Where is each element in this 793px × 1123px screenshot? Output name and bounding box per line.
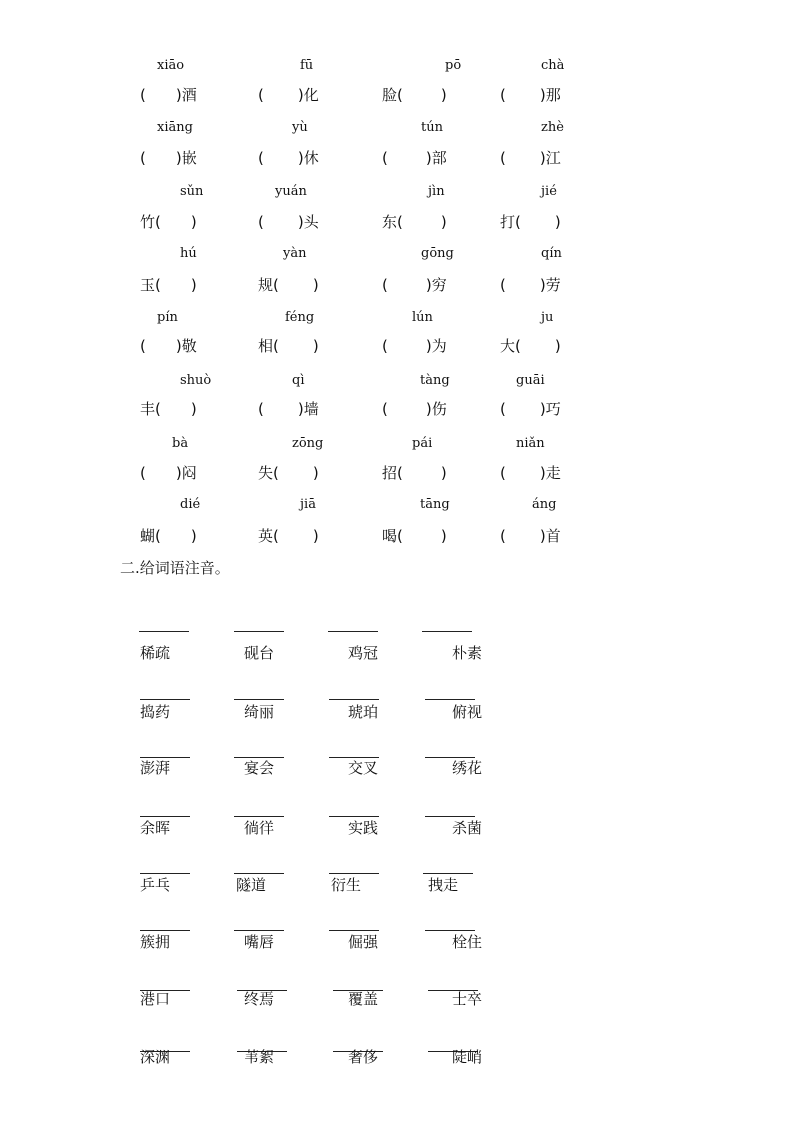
- close-paren: ): [440, 464, 447, 482]
- vocabulary-word: 杀菌: [452, 819, 483, 837]
- vocabulary-word: 琥珀: [348, 703, 379, 721]
- blank-character: 东: [382, 213, 398, 231]
- pinyin-label: áng: [532, 497, 557, 512]
- pinyin-label: ju: [541, 310, 554, 325]
- pinyin-label: zōng: [292, 436, 324, 451]
- close-paren: ): [175, 464, 182, 482]
- open-paren: (: [155, 213, 161, 231]
- vocabulary-word: 朴素: [452, 644, 483, 662]
- pinyin-label: tàng: [420, 373, 450, 388]
- vocabulary-word: 实践: [348, 819, 379, 837]
- vocabulary-word: 衍生: [331, 876, 362, 894]
- vocabulary-word: 捣药: [140, 703, 171, 721]
- fill-blank-item[interactable]: [258, 148, 319, 168]
- answer-underline[interactable]: [425, 699, 475, 700]
- close-paren: ): [312, 464, 319, 482]
- fill-blank-item[interactable]: [258, 212, 319, 232]
- answer-underline[interactable]: [140, 816, 190, 817]
- close-paren: ): [440, 86, 447, 104]
- answer-underline[interactable]: [234, 699, 284, 700]
- vocabulary-word: 奢侈: [348, 1048, 379, 1066]
- close-paren: ): [297, 149, 304, 167]
- fill-blank-item[interactable]: [140, 526, 197, 546]
- blank-character: 打: [500, 213, 516, 231]
- fill-blank-item[interactable]: [140, 336, 197, 356]
- fill-blank-item[interactable]: [500, 212, 561, 232]
- pinyin-label: sǔn: [180, 184, 204, 199]
- vocabulary-word: 陡峭: [452, 1048, 483, 1066]
- fill-blank-item[interactable]: [382, 148, 447, 168]
- pinyin-label: jìn: [428, 184, 445, 199]
- open-paren: (: [258, 400, 264, 418]
- blank-character: 休: [303, 149, 319, 167]
- vocabulary-word: 乒乓: [140, 876, 171, 894]
- vocabulary-word: 隧道: [236, 876, 267, 894]
- vocabulary-word: 绮丽: [244, 703, 275, 721]
- vocabulary-word: 苇絮: [244, 1048, 275, 1066]
- open-paren: (: [382, 400, 388, 418]
- pinyin-label: dié: [180, 497, 201, 512]
- pinyin-label: tún: [421, 120, 443, 135]
- close-paren: ): [297, 213, 304, 231]
- open-paren: (: [273, 276, 279, 294]
- fill-blank-item[interactable]: [140, 85, 197, 105]
- vocabulary-word: 拽走: [428, 876, 459, 894]
- close-paren: ): [312, 527, 319, 545]
- fill-blank-item[interactable]: [382, 336, 447, 356]
- close-paren: ): [539, 149, 546, 167]
- vocabulary-word: 簇拥: [140, 933, 171, 951]
- vocabulary-word: 宴会: [244, 759, 275, 777]
- close-paren: ): [297, 86, 304, 104]
- blank-character: 大: [500, 337, 516, 355]
- vocabulary-word: 嘴唇: [244, 933, 275, 951]
- open-paren: (: [258, 86, 264, 104]
- close-paren: ): [190, 400, 197, 418]
- blank-character: 部: [431, 149, 447, 167]
- blank-character: 那: [545, 86, 561, 104]
- pinyin-label: yù: [292, 120, 308, 135]
- fill-blank-item[interactable]: [500, 399, 561, 419]
- fill-blank-item[interactable]: [382, 526, 447, 546]
- close-paren: ): [297, 400, 304, 418]
- open-paren: (: [140, 337, 146, 355]
- pinyin-label: niǎn: [516, 436, 545, 451]
- close-paren: ): [539, 464, 546, 482]
- blank-character: 失: [258, 464, 274, 482]
- fill-blank-item[interactable]: [258, 526, 319, 546]
- answer-underline[interactable]: [234, 873, 284, 874]
- blank-character: 伤: [431, 400, 447, 418]
- open-paren: (: [140, 86, 146, 104]
- open-paren: (: [155, 400, 161, 418]
- open-paren: (: [500, 400, 506, 418]
- close-paren: ): [554, 337, 561, 355]
- answer-underline[interactable]: [139, 631, 189, 632]
- close-paren: ): [539, 86, 546, 104]
- pinyin-label: pái: [412, 436, 433, 451]
- answer-underline[interactable]: [329, 699, 379, 700]
- blank-character: 喝: [382, 527, 398, 545]
- fill-blank-item[interactable]: [382, 399, 447, 419]
- blank-character: 闷: [181, 464, 197, 482]
- blank-character: 招: [382, 464, 398, 482]
- vocabulary-word: 澎湃: [140, 759, 171, 777]
- vocabulary-word: 港口: [140, 990, 171, 1008]
- vocabulary-word: 稀疏: [140, 644, 171, 662]
- fill-blank-item[interactable]: [140, 212, 197, 232]
- blank-character: 英: [258, 527, 274, 545]
- pinyin-label: gōng: [421, 246, 454, 261]
- vocabulary-word: 士卒: [452, 990, 483, 1008]
- blank-character: 蝴: [140, 527, 156, 545]
- blank-character: 走: [545, 464, 561, 482]
- open-paren: (: [382, 276, 388, 294]
- close-paren: ): [175, 149, 182, 167]
- blank-character: 墙: [303, 400, 319, 418]
- fill-blank-item[interactable]: [500, 526, 561, 546]
- close-paren: ): [539, 276, 546, 294]
- fill-blank-item[interactable]: [500, 463, 561, 483]
- answer-underline[interactable]: [422, 631, 472, 632]
- open-paren: (: [515, 213, 521, 231]
- pinyin-label: pín: [157, 310, 178, 325]
- open-paren: (: [155, 527, 161, 545]
- vocabulary-word: 徜徉: [244, 819, 275, 837]
- vocabulary-word: 俯视: [452, 703, 483, 721]
- blank-character: 相: [258, 337, 274, 355]
- open-paren: (: [273, 464, 279, 482]
- answer-underline[interactable]: [329, 816, 379, 817]
- fill-blank-item[interactable]: [140, 148, 197, 168]
- blank-character: 酒: [181, 86, 197, 104]
- open-paren: (: [500, 527, 506, 545]
- answer-underline[interactable]: [328, 631, 378, 632]
- open-paren: (: [155, 276, 161, 294]
- pinyin-label: shuò: [180, 373, 212, 388]
- open-paren: (: [500, 276, 506, 294]
- open-paren: (: [397, 527, 403, 545]
- open-paren: (: [140, 464, 146, 482]
- close-paren: ): [539, 527, 546, 545]
- fill-blank-item[interactable]: [140, 275, 197, 295]
- answer-underline[interactable]: [234, 631, 284, 632]
- open-paren: (: [515, 337, 521, 355]
- fill-blank-item[interactable]: [382, 212, 447, 232]
- fill-blank-item[interactable]: [500, 336, 561, 356]
- blank-character: 玉: [140, 276, 156, 294]
- close-paren: ): [539, 400, 546, 418]
- answer-underline[interactable]: [425, 930, 475, 931]
- pinyin-label: pō: [445, 58, 462, 73]
- close-paren: ): [425, 149, 432, 167]
- blank-character: 江: [545, 149, 561, 167]
- pinyin-label: qì: [292, 373, 305, 388]
- vocabulary-word: 绣花: [452, 759, 483, 777]
- pinyin-label: qín: [541, 246, 562, 261]
- vocabulary-word: 余晖: [140, 819, 171, 837]
- blank-character: 丰: [140, 400, 156, 418]
- vocabulary-word: 覆盖: [348, 990, 379, 1008]
- open-paren: (: [397, 464, 403, 482]
- vocabulary-word: 栓住: [452, 933, 483, 951]
- open-paren: (: [382, 337, 388, 355]
- fill-blank-item[interactable]: [382, 85, 447, 105]
- fill-blank-item[interactable]: [140, 399, 197, 419]
- fill-blank-item[interactable]: [500, 85, 561, 105]
- fill-blank-item[interactable]: [258, 336, 319, 356]
- fill-blank-item[interactable]: [382, 463, 447, 483]
- pinyin-label: xiāng: [157, 120, 193, 135]
- open-paren: (: [500, 86, 506, 104]
- pinyin-label: yàn: [283, 246, 307, 261]
- pinyin-label: zhè: [541, 120, 564, 135]
- blank-character: 劳: [545, 276, 561, 294]
- close-paren: ): [312, 276, 319, 294]
- fill-blank-item[interactable]: [500, 148, 561, 168]
- vocabulary-word: 终焉: [244, 990, 275, 1008]
- open-paren: (: [258, 213, 264, 231]
- pinyin-label: lún: [412, 310, 433, 325]
- blank-character: 规: [258, 276, 274, 294]
- vocabulary-word: 鸡冠: [348, 644, 379, 662]
- close-paren: ): [425, 276, 432, 294]
- blank-character: 穷: [431, 276, 447, 294]
- blank-character: 为: [431, 337, 447, 355]
- fill-blank-item[interactable]: [258, 463, 319, 483]
- pinyin-label: xiāo: [157, 58, 185, 73]
- blank-character: 敬: [181, 337, 197, 355]
- close-paren: ): [440, 213, 447, 231]
- open-paren: (: [273, 527, 279, 545]
- blank-character: 竹: [140, 213, 156, 231]
- close-paren: ): [554, 213, 561, 231]
- pinyin-label: guāi: [516, 373, 545, 388]
- blank-character: 化: [303, 86, 319, 104]
- answer-underline[interactable]: [329, 873, 379, 874]
- fill-blank-item[interactable]: [258, 399, 319, 419]
- pinyin-label: bà: [172, 436, 189, 451]
- answer-underline[interactable]: [234, 930, 284, 931]
- fill-blank-item[interactable]: [382, 275, 447, 295]
- close-paren: ): [190, 527, 197, 545]
- pinyin-label: jiā: [300, 497, 316, 512]
- vocabulary-word: 倔强: [348, 933, 379, 951]
- pinyin-label: chà: [541, 58, 565, 73]
- answer-underline[interactable]: [423, 873, 473, 874]
- pinyin-label: yuán: [275, 184, 307, 199]
- close-paren: ): [190, 276, 197, 294]
- open-paren: (: [140, 149, 146, 167]
- open-paren: (: [258, 149, 264, 167]
- answer-underline[interactable]: [140, 930, 190, 931]
- answer-underline[interactable]: [329, 930, 379, 931]
- pinyin-label: hú: [180, 246, 197, 261]
- blank-character: 首: [545, 527, 561, 545]
- blank-character: 嵌: [181, 149, 197, 167]
- close-paren: ): [440, 527, 447, 545]
- open-paren: (: [397, 86, 403, 104]
- answer-underline[interactable]: [425, 816, 475, 817]
- close-paren: ): [312, 337, 319, 355]
- open-paren: (: [397, 213, 403, 231]
- fill-blank-item[interactable]: [258, 275, 319, 295]
- pinyin-label: tāng: [420, 497, 450, 512]
- open-paren: (: [500, 464, 506, 482]
- vocabulary-word: 交叉: [348, 759, 379, 777]
- close-paren: ): [175, 86, 182, 104]
- pinyin-label: fū: [300, 58, 314, 73]
- close-paren: ): [425, 337, 432, 355]
- blank-character: 巧: [545, 400, 561, 418]
- fill-blank-item[interactable]: [500, 275, 561, 295]
- pinyin-label: jié: [541, 184, 557, 199]
- close-paren: ): [190, 213, 197, 231]
- fill-blank-item[interactable]: [140, 463, 197, 483]
- close-paren: ): [175, 337, 182, 355]
- vocabulary-word: 深渊: [140, 1048, 171, 1066]
- vocabulary-word: 砚台: [244, 644, 275, 662]
- open-paren: (: [382, 149, 388, 167]
- fill-blank-item[interactable]: [258, 85, 319, 105]
- open-paren: (: [500, 149, 506, 167]
- answer-underline[interactable]: [140, 699, 190, 700]
- answer-underline[interactable]: [234, 816, 284, 817]
- section-two-title: 二.给词语注音。: [120, 559, 230, 577]
- answer-underline[interactable]: [140, 873, 190, 874]
- open-paren: (: [273, 337, 279, 355]
- blank-character: 脸: [382, 86, 398, 104]
- pinyin-label: féng: [285, 310, 315, 325]
- close-paren: ): [425, 400, 432, 418]
- blank-character: 头: [303, 213, 319, 231]
